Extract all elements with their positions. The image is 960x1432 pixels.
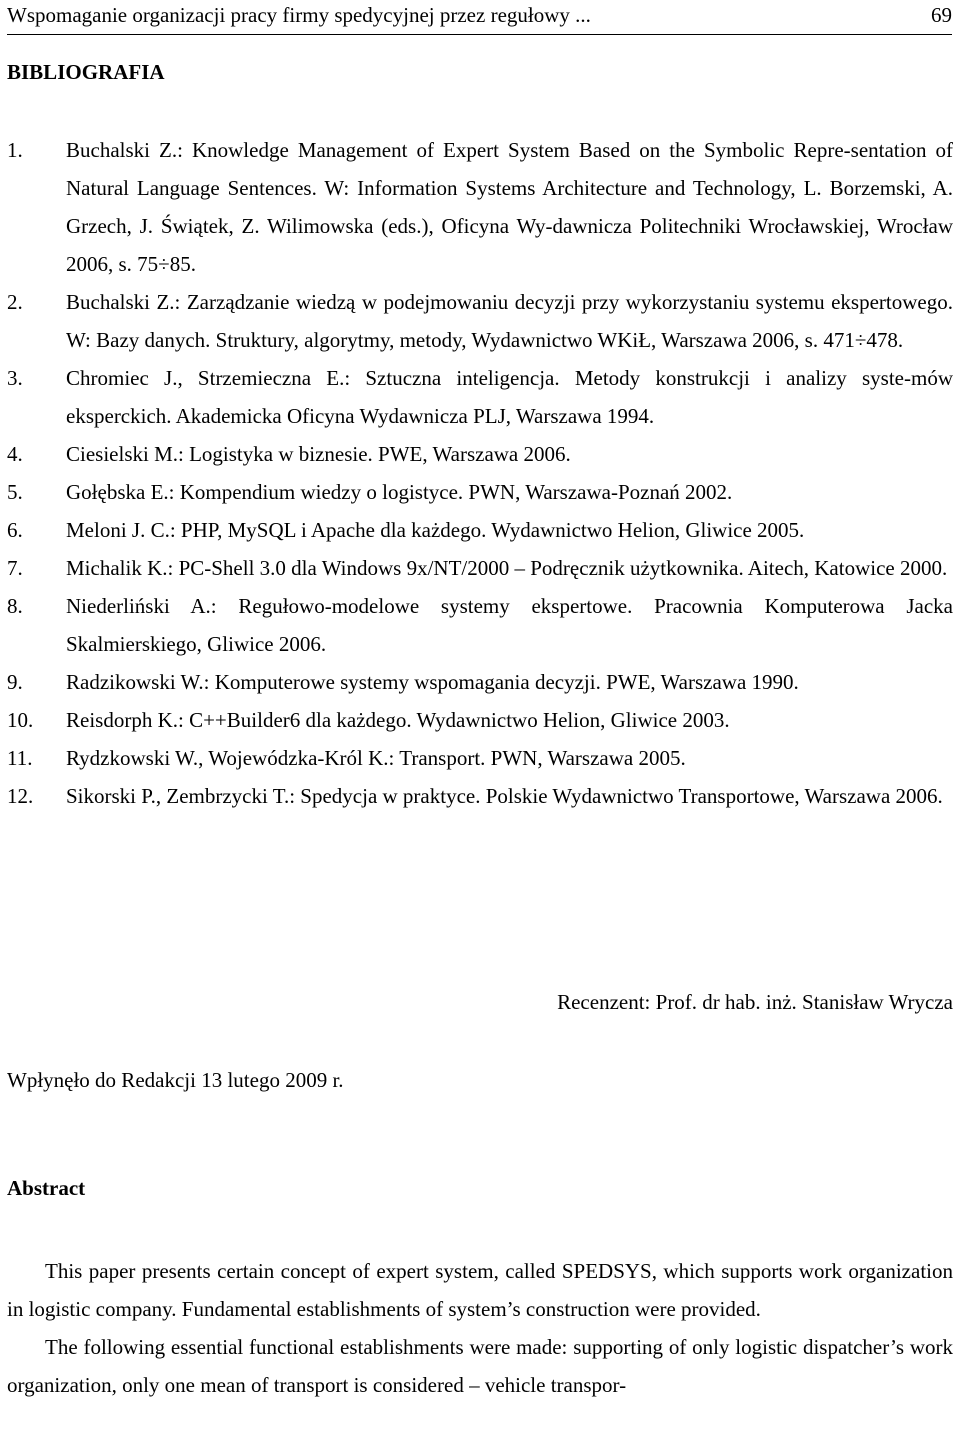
reference-number: 10. xyxy=(7,708,34,732)
reference-text: Sikorski P., Zembrzycki T.: Spedycja w praktyce. Polskie Wydawnictwo Transportowe, Warszawa 2006. xyxy=(66,784,943,808)
bibliography-title: BIBLIOGRAFIA xyxy=(7,60,165,84)
reference-text: Chromiec J., Strzemieczna E.: Sztuczna inteligencja. Metody konstrukcji i analizy syste-mów eksperckich. Akademicka Oficyna Wydawnicza PLJ, Warszawa 1994. xyxy=(66,366,953,428)
reference-number: 4. xyxy=(7,442,23,466)
reference-item xyxy=(7,777,953,815)
running-header-title: Wspomaganie organizacji pracy firmy spedycyjnej przez regułowy ... xyxy=(7,3,591,27)
reference-number: 8. xyxy=(7,594,23,618)
reference-text: Ciesielski M.: Logistyka w biznesie. PWE, Warszawa 2006. xyxy=(66,442,571,466)
reference-item xyxy=(7,511,953,549)
reference-text: Buchalski Z.: Zarządzanie wiedzą w podejmowaniu decyzji przy wykorzystaniu systemu ekspertowego. W: Bazy danych. Struktury, algorytmy, metody, Wydawnictwo WKiŁ, Warszawa 2006, s. 471÷478. xyxy=(66,290,953,352)
reference-item xyxy=(7,739,953,777)
reference-number: 6. xyxy=(7,518,23,542)
reference-list xyxy=(7,131,953,815)
reference-text: Rydzkowski W., Wojewódzka-Król K.: Transport. PWN, Warszawa 2005. xyxy=(66,746,686,770)
reference-number: 9. xyxy=(7,670,23,694)
reference-item xyxy=(7,435,953,473)
reference-text: Radzikowski W.: Komputerowe systemy wspomagania decyzji. PWE, Warszawa 1990. xyxy=(66,670,799,694)
reference-number: 12. xyxy=(7,784,34,808)
abstract-paragraph: The following essential functional establishments were made: supporting of only logistic dispatcher’s work organization, only one mean of transport is considered – vehicle transpor- xyxy=(7,1335,953,1397)
reference-text: Buchalski Z.: Knowledge Management of Expert System Based on the Symbolic Repre-sentation of Natural Language Sentences. W: Information Systems Architecture and Technology, L. Borzemski, A. Grzech, J. Świątek, Z. Wilimowska (eds.), Oficyna Wy-dawnicza Politechniki Wrocławskiej, Wrocław 2006, s. 75÷85. xyxy=(66,138,953,276)
reference-item xyxy=(7,283,953,359)
abstract-paragraph: This paper presents certain concept of expert system, called SPEDSYS, which supports work organization in logistic company. Fundamental establishments of system’s construction were provided. xyxy=(7,1259,953,1321)
reference-item xyxy=(7,587,953,663)
reference-number: 7. xyxy=(7,556,23,580)
reference-number: 1. xyxy=(7,138,23,162)
reference-text: Gołębska E.: Kompendium wiedzy o logistyce. PWN, Warszawa-Poznań 2002. xyxy=(66,480,733,504)
reference-item xyxy=(7,131,953,283)
reference-item xyxy=(7,359,953,435)
reference-item xyxy=(7,549,953,587)
reference-item xyxy=(7,701,953,739)
page-number: 69 xyxy=(931,3,952,27)
abstract-title: Abstract xyxy=(7,1176,86,1200)
running-header xyxy=(7,0,952,35)
received-date: Wpłynęło do Redakcji 13 lutego 2009 r. xyxy=(7,1068,344,1092)
reviewer-note: Recenzent: Prof. dr hab. inż. Stanisław Wrycza xyxy=(557,990,953,1014)
abstract-body xyxy=(7,1252,953,1404)
reference-text: Niederliński A.: Regułowo-modelowe systemy ekspertowe. Pracownia Komputerowa Jacka Skalmierskiego, Gliwice 2006. xyxy=(66,594,953,656)
reference-text: Michalik K.: PC-Shell 3.0 dla Windows 9x/NT/2000 – Podręcznik użytkownika. Aitech, Katowice 2000. xyxy=(66,556,948,580)
reference-number: 3. xyxy=(7,366,23,390)
reference-item xyxy=(7,473,953,511)
reference-text: Reisdorph K.: C++Builder6 dla każdego. Wydawnictwo Helion, Gliwice 2003. xyxy=(66,708,730,732)
reference-item xyxy=(7,663,953,701)
reference-number: 11. xyxy=(7,746,33,770)
reference-text: Meloni J. C.: PHP, MySQL i Apache dla każdego. Wydawnictwo Helion, Gliwice 2005. xyxy=(66,518,805,542)
reference-number: 2. xyxy=(7,290,23,314)
reference-number: 5. xyxy=(7,480,23,504)
